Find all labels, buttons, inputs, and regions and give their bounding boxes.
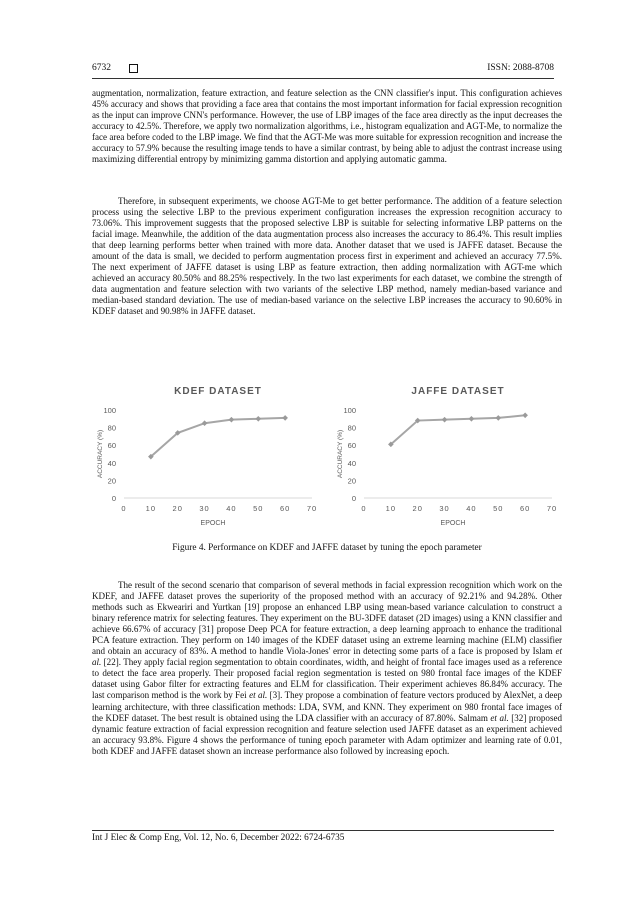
jaffe-accuracy-chart <box>326 378 562 530</box>
header-rule <box>92 78 554 79</box>
x-tick-label: 70 <box>546 504 558 513</box>
y-tick-label: 60 <box>347 441 356 451</box>
page-number: 6732 <box>92 63 111 73</box>
y-tick-label: 20 <box>347 476 356 486</box>
x-tick-label: 10 <box>385 504 397 513</box>
y-tick-label: 100 <box>343 406 356 415</box>
data-point <box>495 415 501 421</box>
y-tick-label: 0 <box>111 494 116 503</box>
et-al-3: et al. <box>490 712 509 723</box>
paragraph-3-text-2: [22]. They apply facial region segmentation to obtain coordinates, width, and height of frontal face images used as a reference to detect the face area properly. Their proposed facial region segmentation is tested on 980 frontal face images of the KDEF dataset using Gabor filter for extracting features and ELM for classification. Their experiment achieves 86.84% accuracy. The last comparison method is the work by Fei <box>92 657 562 701</box>
x-tick-label: 70 <box>306 504 318 513</box>
figure-caption: Figure 4. Performance on KDEF and JAFFE dataset by tuning the epoch parameter <box>172 543 482 553</box>
y-tick-label: 80 <box>107 423 116 433</box>
kdef-accuracy-chart <box>86 378 322 530</box>
y-axis-label: ACCURACY (%) <box>97 429 104 479</box>
y-tick-label: 40 <box>347 458 356 468</box>
chart-title: JAFFE DATASET <box>411 386 505 397</box>
footer-rule <box>92 830 554 831</box>
paragraph-3-text-4: [32] proposed dynamic feature extraction of facial expression recognition and feature selection used JAFFE dataset as an experiment achieved an accuracy 93.8%. Figure 4 shows the performance of tuning epoch parameter with Adam optimizer and learning rate of 0.01, both KDEF and JAFFE dataset shown an increase performance also followed by increasing epoch. <box>92 712 563 756</box>
paragraph-3-text-3: [3]. They propose a combination of feature vectors produced by AlexNet, a deep learning architecture, with three classification methods: LDA, SVM, and KNN. They experiment on 980 frontal face images of the KDEF dataset. The best result is obtained using the LDA classifier with an accuracy of 87.80%. Salmam <box>92 690 562 723</box>
x-tick-label: 30 <box>439 504 450 513</box>
x-tick-label: 10 <box>145 504 157 513</box>
series-line <box>391 415 525 444</box>
paragraph-2: Therefore, in subsequent experiments, we choose AGT-Me to get better performance. The addition of a feature selection process using the selective LBP to the previous experiment configuration increases the expression recognition accuracy to 73.06%. This improvement suggests that the proposed selective LBP is suitable for selecting informative LBP patterns on the facial image. Meanwhile, the addition of the data augmentation process also increases the accuracy to 86.4%. This result implies that deep learning performs better when trained with more data. Another dataset that we used is JAFFE dataset. Because the amount of the data is small, we decided to perform augmentation process first in experiment and achieved an accuracy 77.5%. The next experiment of JAFFE dataset is using LBP as feature extraction, then adding normalization with AGT-me which achieved an accuracy 80.50% and 88.25% respectively. In the two last experiments for each dataset, we combine the strength of data augmentation and feature selection with two variants of the selective LBP method, namely median-based variance and median-based standard deviation. The use of median-based variance on the selective LBP increases the accuracy to 90.60% in KDEF dataset and 90.98% in JAFFE dataset. <box>92 196 562 317</box>
data-point <box>522 412 528 418</box>
paragraph-1: augmentation, normalization, feature extraction, and feature selection as the CNN classifier's input. This configuration achieves 45% accuracy and shows that providing a face area that contains the most important information for facial expression recognition as the input can improve CNN's performance. However, the use of LBP images of the face area directly as the input decreases the accuracy to 42.5%. Therefore, we apply two normalization algorithms, i.e., histogram equalization and AGT-Me, to normalize the face area before coded to the LBP image. We find that the AGT-Me was more suitable for expression recognition and increase the accuracy to 57.9% because the resulting image tends to have a similar contrast, by being able to adjust the contrast increase using maximizing differential entropy by minimizing gamma distortion and applying automatic gamma. <box>92 88 562 165</box>
paragraph-3 <box>92 580 562 757</box>
x-tick-label: 60 <box>279 504 291 513</box>
x-tick-label: 0 <box>121 504 127 513</box>
data-point <box>202 420 208 426</box>
y-tick-label: 0 <box>351 494 356 503</box>
x-tick-label: 30 <box>199 504 210 513</box>
chart-title: KDEF DATASET <box>174 386 262 397</box>
x-tick-label: 50 <box>253 504 264 513</box>
x-axis-label: EPOCH <box>440 520 466 527</box>
header-left <box>92 63 138 73</box>
square-bullet-icon <box>129 64 138 73</box>
paragraph-3-text-1: The result of the second scenario that comparison of several methods in facial expression recognition which work on the KDEF, and JAFFE dataset proves the superiority of the proposed method with an accuracy of 92.21% and 94.28%. Other methods such as Ekweariri and Yurtkan [19] propose an enhanced LBP using mean-based variance calculation to construct a binary reference matrix for selecting features. They experiment on the BU-3DFE dataset (2D images) using a KNN classifier and achieve 66.67% of accuracy [31] propose Deep PCA for feature extraction, a deep learning approach to enhance the traditional PCA feature extraction. They perform on 140 images of the KDEF dataset using an extreme learning machine (ELM) classifier and obtain an accuracy of 83%. A method to handle Viola-Jones' error in detecting some parts of a face is proposed by Islam <box>92 580 562 657</box>
x-tick-label: 50 <box>493 504 504 513</box>
data-point <box>255 416 261 422</box>
data-point <box>282 415 288 421</box>
y-tick-label: 80 <box>347 423 356 433</box>
x-tick-label: 40 <box>226 504 237 513</box>
journal-footer: Int J Elec & Comp Eng, Vol. 12, No. 6, December 2022: 6724-6735 <box>92 833 345 843</box>
issn-label: ISSN: 2088-8708 <box>487 63 554 73</box>
x-axis-label: EPOCH <box>200 520 226 527</box>
y-tick-label: 100 <box>103 406 116 415</box>
x-tick-label: 20 <box>412 504 423 513</box>
et-al-2: et al. <box>249 690 268 701</box>
data-point <box>442 417 448 423</box>
data-point <box>229 417 235 423</box>
x-tick-label: 0 <box>361 504 367 513</box>
x-tick-label: 40 <box>466 504 477 513</box>
y-tick-label: 40 <box>107 458 116 468</box>
series-line <box>151 418 285 457</box>
x-tick-label: 20 <box>172 504 183 513</box>
page-header <box>92 61 554 75</box>
x-tick-label: 60 <box>519 504 531 513</box>
y-axis-label: ACCURACY (%) <box>337 429 344 479</box>
y-tick-label: 60 <box>107 441 116 451</box>
data-point <box>469 416 475 422</box>
y-tick-label: 20 <box>107 476 116 486</box>
et-al-1: et al. <box>92 646 562 668</box>
